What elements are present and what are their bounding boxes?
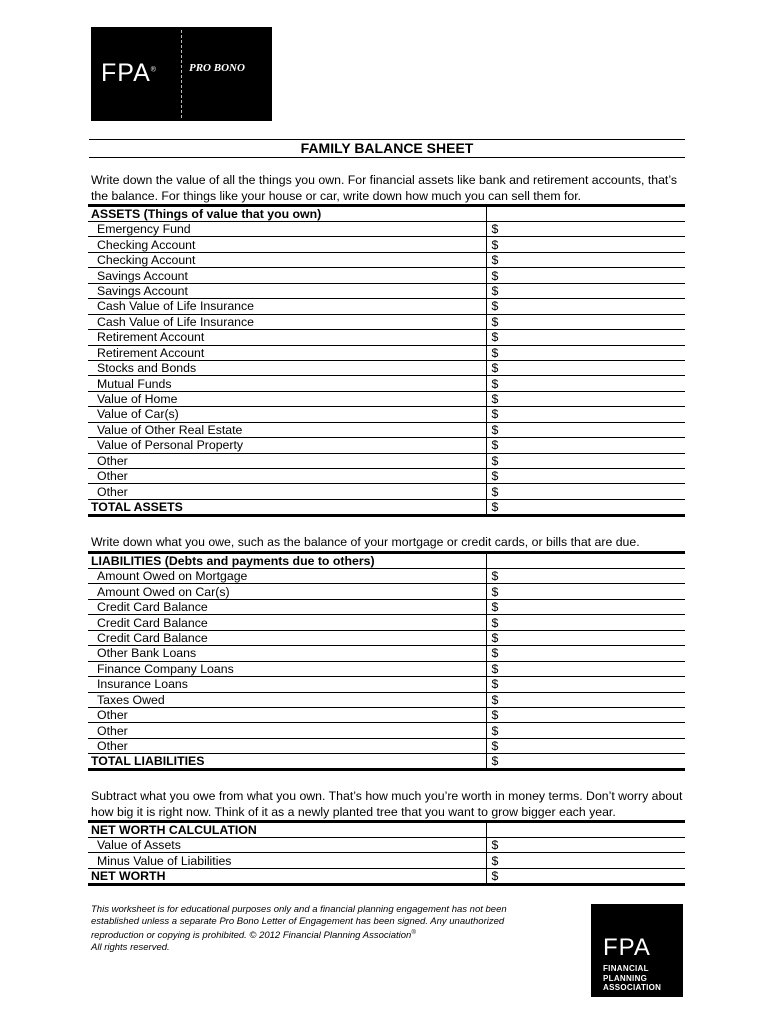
liabilities-item-amount[interactable]: $	[486, 707, 685, 722]
footer-disclaimer: This worksheet is for educational purposes only and a financial planning engagement has not been established unless a separate Pro Bono Letter of Engagement has been signed. Any unauthorized reproduction or copying is prohibited. © 2012 Financial Planning Association® All rights reserved.	[91, 904, 507, 953]
table-row	[88, 707, 685, 722]
assets-item-label: Other	[88, 453, 486, 468]
assets-item-label: Cash Value of Life Insurance	[88, 314, 486, 329]
assets-item-amount[interactable]: $	[486, 299, 685, 314]
table-row	[88, 484, 685, 499]
footer-disclaimer-text: This worksheet is for educational purposes only and a financial planning engagement has not been established unless a separate Pro Bono Letter of Engagement has been signed. Any unauthorized reproduction or copying is prohibited. © 2012 Financial Planning Association	[91, 904, 507, 941]
liabilities-item-label: Other	[88, 723, 486, 738]
networth-item-amount[interactable]: $	[486, 853, 685, 868]
title-bottom-rule	[89, 157, 685, 158]
table-row	[88, 599, 685, 614]
logo-line-association: ASSOCIATION	[603, 983, 662, 992]
table-row	[88, 237, 685, 252]
liabilities-item-label: Other Bank Loans	[88, 646, 486, 661]
networth-table	[88, 820, 685, 886]
table-row	[88, 407, 685, 422]
assets-item-label: Mutual Funds	[88, 376, 486, 391]
table-row	[88, 615, 685, 630]
table-row	[88, 268, 685, 283]
liabilities-item-amount[interactable]: $	[486, 569, 685, 584]
fpa-association-name	[603, 964, 661, 993]
assets-table	[88, 204, 685, 517]
assets-item-amount[interactable]: $	[486, 314, 685, 329]
table-row	[88, 345, 685, 360]
assets-total-label: TOTAL ASSETS	[88, 499, 486, 515]
table-row	[88, 738, 685, 753]
assets-item-amount[interactable]: $	[486, 268, 685, 283]
table-row	[88, 723, 685, 738]
liabilities-item-amount[interactable]: $	[486, 723, 685, 738]
assets-item-amount[interactable]: $	[486, 376, 685, 391]
assets-heading: ASSETS (Things of value that you own)	[88, 206, 486, 222]
liabilities-total-amount[interactable]: $	[486, 754, 685, 770]
assets-item-label: Cash Value of Life Insurance	[88, 299, 486, 314]
fpa-pro-bono-logo	[91, 27, 272, 121]
assets-item-amount[interactable]: $	[486, 360, 685, 375]
assets-heading-amount	[486, 206, 685, 222]
networth-total-row	[88, 868, 685, 884]
liabilities-item-label: Credit Card Balance	[88, 615, 486, 630]
assets-item-label: Retirement Account	[88, 330, 486, 345]
liabilities-item-amount[interactable]: $	[486, 738, 685, 753]
logo-line-financial: FINANCIAL	[603, 964, 649, 973]
logo-line-planning: PLANNING	[603, 973, 648, 983]
assets-item-label: Value of Other Real Estate	[88, 422, 486, 437]
assets-item-amount[interactable]: $	[486, 283, 685, 298]
assets-item-label: Retirement Account	[88, 345, 486, 360]
assets-item-amount[interactable]: $	[486, 222, 685, 237]
assets-item-amount[interactable]: $	[486, 469, 685, 484]
liabilities-item-amount[interactable]: $	[486, 584, 685, 599]
liabilities-total-label: TOTAL LIABILITIES	[88, 754, 486, 770]
table-row	[88, 314, 685, 329]
table-row	[88, 469, 685, 484]
assets-item-label: Value of Home	[88, 391, 486, 406]
assets-item-amount[interactable]: $	[486, 484, 685, 499]
table-row	[88, 453, 685, 468]
liabilities-item-label: Amount Owed on Car(s)	[88, 584, 486, 599]
assets-item-label: Value of Personal Property	[88, 438, 486, 453]
networth-total-amount[interactable]: $	[486, 868, 685, 884]
table-row	[88, 438, 685, 453]
liabilities-item-amount[interactable]: $	[486, 630, 685, 645]
liabilities-heading-amount	[486, 553, 685, 569]
table-row	[88, 661, 685, 676]
assets-instructions: Write down the value of all the things you own. For financial assets like bank and retirement accounts, that’s the balance. For things like your house or car, write down how much you can sell them for.	[91, 173, 678, 203]
assets-item-label: Checking Account	[88, 237, 486, 252]
liabilities-item-label: Amount Owed on Mortgage	[88, 569, 486, 584]
networth-heading: NET WORTH CALCULATION	[88, 822, 486, 838]
table-row	[88, 252, 685, 267]
assets-item-amount[interactable]: $	[486, 252, 685, 267]
liabilities-heading: LIABILITIES (Debts and payments due to others)	[88, 553, 486, 569]
assets-item-label: Savings Account	[88, 268, 486, 283]
table-row	[88, 299, 685, 314]
assets-item-amount[interactable]: $	[486, 237, 685, 252]
table-row	[88, 646, 685, 661]
assets-item-label: Value of Car(s)	[88, 407, 486, 422]
liabilities-item-amount[interactable]: $	[486, 692, 685, 707]
table-row	[88, 376, 685, 391]
assets-item-label: Savings Account	[88, 283, 486, 298]
liabilities-item-label: Credit Card Balance	[88, 599, 486, 614]
liabilities-item-amount[interactable]: $	[486, 677, 685, 692]
logo-divider	[181, 30, 182, 118]
table-row	[88, 422, 685, 437]
table-row	[88, 391, 685, 406]
assets-item-label: Other	[88, 469, 486, 484]
assets-item-amount[interactable]: $	[486, 407, 685, 422]
assets-heading-row	[88, 206, 685, 222]
liabilities-item-label: Other	[88, 738, 486, 753]
networth-heading-amount	[486, 822, 685, 838]
fpa-association-logo	[591, 904, 683, 997]
table-row	[88, 630, 685, 645]
liabilities-item-amount[interactable]: $	[486, 615, 685, 630]
table-row	[88, 838, 685, 853]
liabilities-item-amount[interactable]: $	[486, 661, 685, 676]
table-row	[88, 853, 685, 868]
assets-item-amount[interactable]: $	[486, 345, 685, 360]
liabilities-table	[88, 551, 685, 771]
assets-item-label: Emergency Fund	[88, 222, 486, 237]
liabilities-item-label: Credit Card Balance	[88, 630, 486, 645]
liabilities-instructions: Write down what you owe, such as the balance of your mortgage or credit cards, or bills that are due.	[91, 535, 640, 549]
liabilities-item-amount[interactable]: $	[486, 599, 685, 614]
table-row	[88, 360, 685, 375]
liabilities-total-row	[88, 754, 685, 770]
networth-item-label: Value of Assets	[88, 838, 486, 853]
liabilities-item-label: Taxes Owed	[88, 692, 486, 707]
liabilities-heading-row	[88, 553, 685, 569]
assets-item-amount[interactable]: $	[486, 422, 685, 437]
assets-item-label: Stocks and Bonds	[88, 360, 486, 375]
table-row	[88, 677, 685, 692]
table-row	[88, 569, 685, 584]
footer-rights: All rights reserved.	[91, 941, 170, 953]
page-title: FAMILY BALANCE SHEET	[300, 140, 474, 156]
fpa-logo-mark: FPA®	[101, 59, 157, 87]
fpa-logo-mark: FPA	[603, 934, 651, 961]
assets-item-amount[interactable]: $	[486, 453, 685, 468]
assets-item-label: Other	[88, 484, 486, 499]
table-row	[88, 222, 685, 237]
assets-total-row	[88, 499, 685, 515]
pro-bono-label: PRO BONO	[189, 62, 245, 74]
assets-item-amount[interactable]: $	[486, 438, 685, 453]
table-row	[88, 283, 685, 298]
networth-item-amount[interactable]: $	[486, 838, 685, 853]
table-row	[88, 692, 685, 707]
liabilities-item-amount[interactable]: $	[486, 646, 685, 661]
liabilities-item-label: Finance Company Loans	[88, 661, 486, 676]
table-row	[88, 584, 685, 599]
networth-heading-row	[88, 822, 685, 838]
liabilities-item-label: Insurance Loans	[88, 677, 486, 692]
networth-instructions: Subtract what you owe from what you own. That’s how much you’re worth in money terms. Don’t worry about how big it is right now. Think of it as a newly planted tree that you want to grow bigger each year.	[91, 789, 683, 819]
assets-item-amount[interactable]: $	[486, 330, 685, 345]
liabilities-item-label: Other	[88, 707, 486, 722]
assets-total-amount[interactable]: $	[486, 499, 685, 515]
table-row	[88, 330, 685, 345]
networth-total-label: NET WORTH	[88, 868, 486, 884]
assets-item-amount[interactable]: $	[486, 391, 685, 406]
assets-item-label: Checking Account	[88, 252, 486, 267]
networth-item-label: Minus Value of Liabilities	[88, 853, 486, 868]
